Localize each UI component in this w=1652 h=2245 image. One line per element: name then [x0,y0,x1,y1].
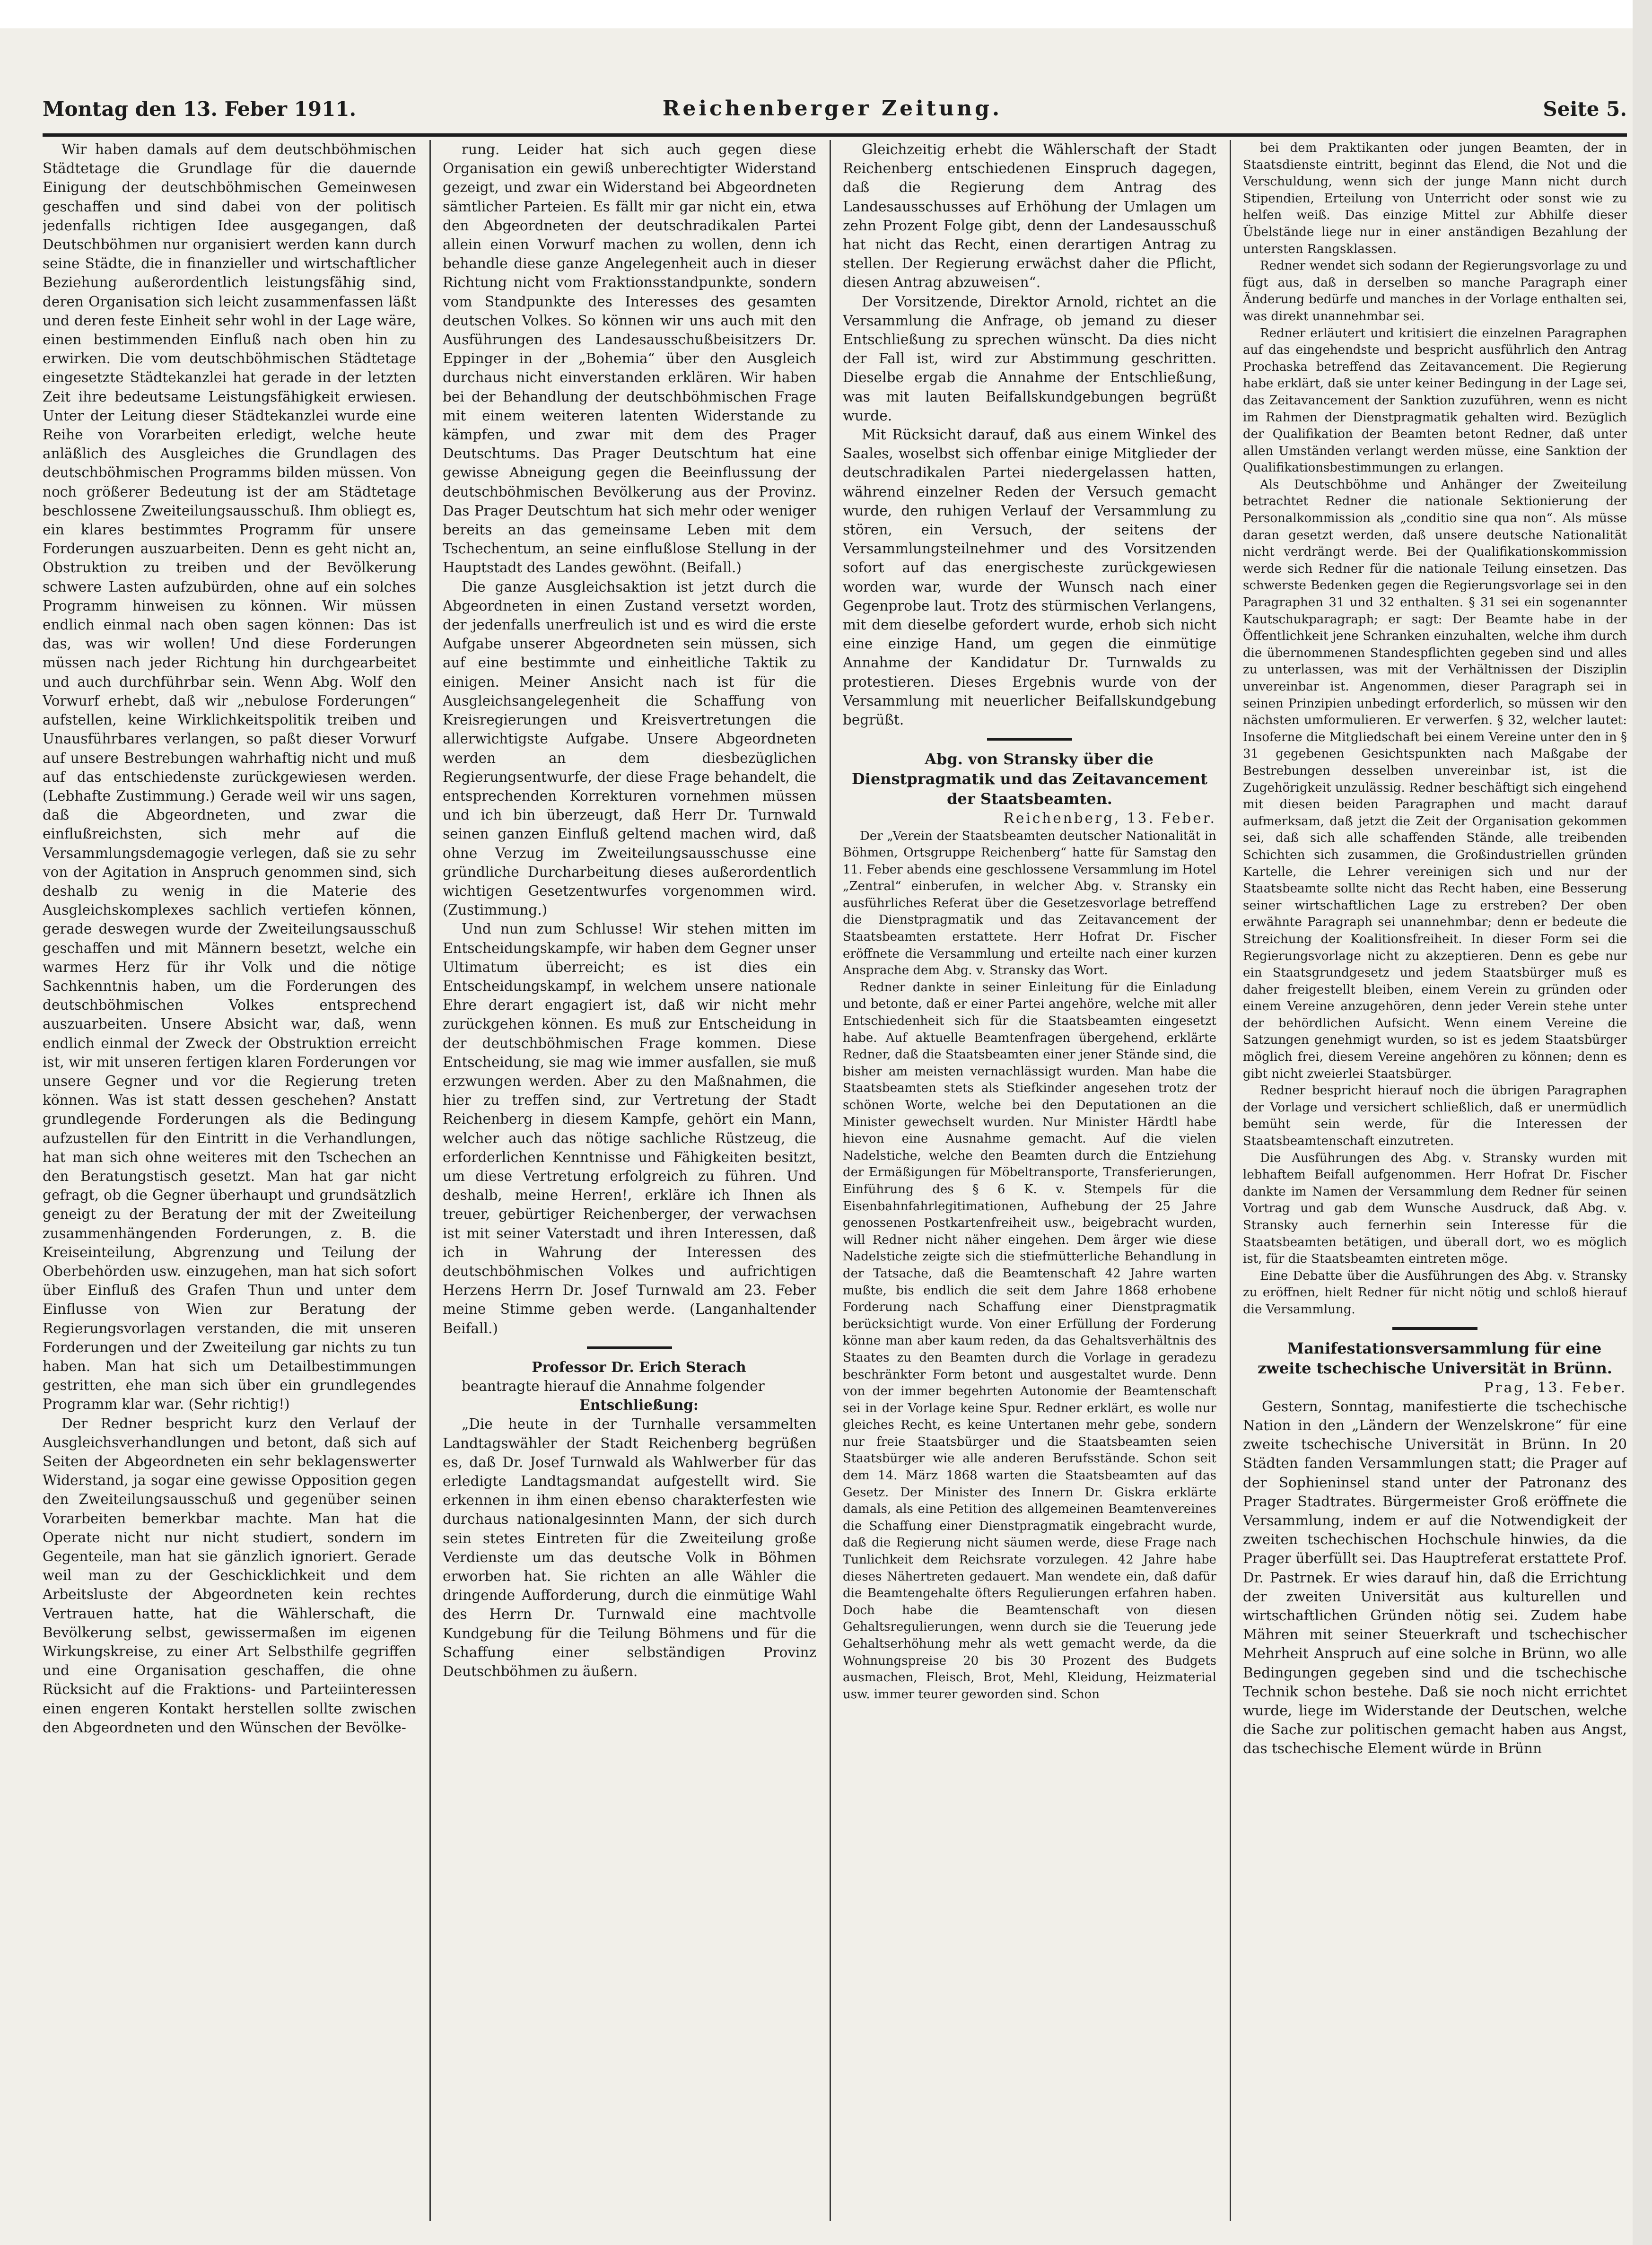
paragraph: Als Deutschböhme und Anhänger der Zweiteilung betrachtet Redner die nationale Sektionierung der Personalkommission als „conditio sine qua non“. Als müsse daran gesetzt werden, daß unsere deutsche Nationalität nicht verdrängt werde. Bei der Qualifikationskommission werde sich Redner für die nationale Teilung einsetzen. Das schwerste Bedenken gegen die Regierungsvorlage sei in den Paragraphen 31 und 32 enthalten. § 31 sei ein sogenannter Kautschukparagraph; er sagt: Der Beamte habe in der Öffentlichkeit jene Schranken einzuhalten, welche ihm durch die übernommenen Standespflichten gegeben sind und alles zu unterlassen, was mit der Verhältnissen der Disziplin unvereinbar ist. Angenommen, dieser Paragraph sei in seinen Prinzipien unbedingt erforderlich, so müssen wir den nächsten umformulieren. Er verwerfen. § 32, welcher lautet: Insoferne die Mitgliedschaft bei einem Vereine unter den in § 31 gegebenen Gesichtspunkten nach Maßgabe der Bestrebungen desselben unvereinbar ist, ist die Zugehörigkeit unzulässig. Redner beschäftigt sich eingehend mit diesen beiden Paragraphen und macht darauf aufmerksam, daß jetzt die Zeit der Organisation gekommen sei, daß sich alle schaffenden Stände, alle treibenden Schichten sich zusammen, die Großindustriellen gründen Kartelle, die Lehrer vereinigen sich und nur der Staatsbeamte sollte nicht das Recht haben, eine Besserung seiner wirtschaftlichen Lage zu erstreben? Der oben erwähnte Paragraph sei unannehmbar; denn er bedeute die Streichung der Koalitionsfreiheit. In dieser Form sei die Regierungsvorlage nicht zu akzeptieren. Denn es gebe nur ein Staatsgrundgesetz und jedem Staatsbürger muß es daher freigestellt bleiben, einem Verein zu gründen oder einem Vereine anzugehören, denn jeder Verein stehe unter der behördlichen Aufsicht. Wenn einem Vereine die Satzungen genehmigt wurden, so ist es jedem Staatsbürger möglich frei, diesem Vereine angehören zu können; denn es gibt nicht zweierlei Staatsbürger. [1243,477,1627,1081]
paragraph: Redner wendet sich sodann der Regierungsvorlage zu und fügt aus, daß in derselben so manche Paragraph einer Änderung bedürfe und manches in der Vorlage enthalten sei, was direkt unannehmbar sei. [1243,259,1627,323]
article-headline: Manifestationsversammlung für eine zweite tschechische Universität in Brünn. [1258,1339,1612,1377]
paragraph: Der Redner bespricht kurz den Verlauf der Ausgleichsverhandlungen und betont, daß sich auf Seiten der Abgeordneten ein sehr beklagenswerter Widerstand, ja sogar eine gewisse Opposition gegen den Zweiteilungsausschuß und gegenüber seinen Vorarbeiten bemerkbar machte. Man hat die Operate nicht nur nicht studiert, sondern im Gegenteile, man hat sie gänzlich ignoriert. Gerade weil man zu der Geschicklichkeit und dem Arbeitsluste der Abgeordneten kein rechtes Vertrauen hatte, hat die Wählerschaft, die Bevölkerung selbst, gewissermaßen im eigenen Wirkungskreise, zu einer Art Selbsthilfe gegriffen und eine Organisation geschaffen, die ohne Rücksicht auf die Fraktions- und Parteiinteressen einen engeren Kontakt herstellen sollte zwischen den Abgeordneten und den Wünschen der Bevölke- [43,1415,416,1736]
page-number: Seite 5. [1543,97,1627,121]
newspaper-title: Reichenberger Zeitung. [662,96,1003,121]
paragraph: Der „Verein der Staatsbeamten deutscher Nationalität in Böhmen, Ortsgruppe Reichenberg“ hatte für Samstag den 11. Feber abends eine geschlossene Versammlung im Hotel „Zentral“ einberufen, in welcher Abg. v. Stransky ein ausführliches Referat über die Gesetzesvorlage betreffend die Dienstpragmatik und das Zeitavancement der Staatsbeamten erstattete. Herr Hofrat Dr. Fischer eröffnete die Versammlung und erteilte nach einer kurzen Ansprache dem Abg. v. Stransky das Wort. [843,829,1216,978]
column-divider [830,140,831,2221]
article-body [843,828,1216,1703]
article-dateline: Reichenberg, 13. Feber. [1003,810,1216,827]
scan-margin-top [0,0,1652,28]
paragraph: Gestern, Sonntag, manifestierte die tschechische Nation in den „Ländern der Wenzelskrone“ für eine zweite tschechische Universität in Brünn. In 20 Städten fanden Versammlungen statt; die Prager auf der Sophieninsel stand unter der Patronanz des Prager Stadtrates. Bürgermeister Groß eröffnete die Versammlung, indem er auf die Notwendigkeit der zweiten tschechischen Hochschule hinwies, da die Prager überfüllt sei. Das Hauptreferat erstattete Prof. Dr. Pastrnek. Er wies darauf hin, daß die Errichtung der zweiten Universität aus kulturellen und wirtschaftlichen Gründen nötig sei. Zudem habe Mähren mit seiner Steuerkraft und tschechischer Mehrheit Anspruch auf eine solche in Brünn, wo alle Bedingungen gegeben sind und die tschechische Technik schon bestehe. Daß sie noch nicht errichtet wurde, liege im Widerstande der Deutschen, welche die Sache zur politischen gemacht haben aus Angst, das tschechische Element würde in Brünn [1243,1398,1627,1757]
section-rule [987,738,1072,741]
paragraph: Die ganze Ausgleichsaktion ist jetzt durch die Abgeordneten in einen Zustand versetzt worden, der jedenfalls unerfreulich ist und es wird die erste Aufgabe unserer Abgeordneten sein müssen, sich auf eine bestimmte und einheitliche Taktik zu einigen. Meiner Ansicht nach ist für die Ausgleichsangelegenheit die Schaffung von Kreisregierungen und Kreisvertretungen die allerwichtigste Aufgabe. Unsere Abgeordneten werden an dem diesbezüglichen Regierungsentwurfe, der diese Frage behandelt, die entsprechenden Korrekturen vornehmen müssen und ich bin überzeugt, daß Herr Dr. Turnwald seinen ganzen Einfluß geltend machen wird, daß ohne Verzug im Zweiteilungsausschusse eine gründliche Durcharbeitung dieses außerordentlich wichtigen Gesetzentwurfes vorgenommen wird. (Zustimmung.) [443,578,816,918]
paragraph: Redner dankte in seiner Einleitung für die Einladung und betonte, daß er einer Partei angehöre, welche mit aller Entschiedenheit sich für die Staatsbeamten eingesetzt habe. Auf aktuelle Beamtenfragen übergehend, erklärte Redner, daß die Staatsbeamten einer jener Stände sind, die bisher am meisten vernachlässigt wurden. Man habe die Staatsbeamten stets als Stiefkinder angesehen trotz der schönen Worte, welche bei den Deputationen an die Minister gewechselt wurden. Nur Minister Härdtl habe hievon eine Ausnahme gemacht. Auf die vielen Nadelstiche, welche den Beamten durch die Entziehung der Ermäßigungen für Möbeltransporte, Transferierungen, Einführung des § 6 K. v. Stempels für die Eisenbahnfahrlegitimationen, Aufhebung der 25 Jahre genossenen Postkartenfreiheit usw., beigebracht wurden, will Redner nicht näher eingehen. Dem ärger wie diese Nadelstiche zeigte sich die stiefmütterliche Behandlung in der Tatsache, daß die Beamtenschaft 42 Jahre warten mußte, bis endlich die seit dem Jahre 1868 erhobene Forderung nach Schaffung einer Dienstpragmatik berücksichtigt wurde. Von einer Erfüllung der Forderung könne man aber kaum reden, da das Gehaltsverhältnis des Staates zu den Beamten durch die Vorlage in geradezu beschränkter Form betont und ausgestaltet wurde. Denn von der immer begehrten Autonomie der Beamtenschaft sei in der Vorlage keine Spur. Redner erklärt, es wolle nur gleiches Recht, es keine Untertanen mehr gebe, sondern nur freie Staatsbürger und die Staatsbeamten seien Staatsbürger wie alle anderen Berufsstände. Schon seit dem 14. März 1868 warten die Staatsbeamten auf das Gesetz. Der Minister des Innern Dr. Giskra erklärte damals, als eine Petition des allgemeinen Beamtenvereines die Schaffung einer Dienstpragmatik eingebracht wurde, daß die Regierung nicht säumen werde, diese Frage nach Tunlichkeit dem Reichsrate vorzulegen. 42 Jahre habe dieses Nähertreten gedauert. Man wendete ein, daß dafür die Beamtengehalte öfters Regulierungen erfahren haben. Doch habe die Beamtenschaft von diesen Gehaltsregulierungen, wenn durch sie die Teuerung jede Gehaltserhöhung mehr als wett gemacht werde, da die Wohnungspreise 20 bis 30 Prozent des Budgets ausmachen, Fleisch, Brot, Mehl, Kleidung, Heizmaterial usw. immer teurer geworden sind. Schon [843,980,1216,1702]
paragraph: beantragte hierauf die Annahme folgender [462,1378,765,1394]
column-divider [429,140,431,2221]
paragraph: Redner erläutert und kritisiert die einzelnen Paragraphen auf das eingehendste und bespricht ausführlich den Antrag Prochaska betreffend das Zeitavancement. Die Regierung habe erklärt, daß sie unter keiner Bedingung in der Lage sei, das Zeitavancement der Sanktion zuzuführen, wenn es nicht im Rahmen der Dienstpragmatik gehalten wird. Bezüglich der Qualifikation der Beamten betont Redner, daß unter allen Umständen verlangt werden müsse, eine Sanktion der Qualifikationsbestimmungen zu erlangen. [1243,326,1627,475]
article-body [1243,140,1627,1319]
article-headline: Abg. von Stransky über die Dienstpragmatik und das Zeitavancement der Staatsbeamten. [852,750,1207,808]
speaker-heading: Professor Dr. Erich Sterach [532,1358,746,1375]
column-divider [1230,140,1231,2221]
paragraph: bei dem Praktikanten oder jungen Beamten, der in Staatsdienste eintritt, beginnt das Elend, die Not und die Verschuldung, wenn sich der junge Mann nicht durch Stipendien, Erteilung von Unterricht oder sonst wie zu helfen weiß. Das einzige Mittel zur Abhilfe dieser Übelstände liege nur in einer anständigen Bezahlung der untersten Rangsklassen. [1243,141,1627,256]
paragraph: Wir haben damals auf dem deutschböhmischen Städtetage die Grundlage für die dauernde Einigung der deutschböhmischen Gemeinwesen geschaffen und sind dabei von der politisch jedenfalls richtigen Idee ausgegangen, daß Deutschböhmen nur organisiert werden kann durch seine Städte, die in finanzieller und wirtschaftlicher Beziehung außerordentlich leistungsfähig sind, deren Organisation sich leicht zusammenfassen läßt und deren feste Einheit sehr wohl in der Lage wäre, einen bestimmenden Einfluß nach oben hin zu erwirken. Die vom deutschböhmischen Städtetage eingesetzte Städtekanzlei hat gerade in der letzten Zeit ihre bedeutsame Leistungsfähigkeit erwiesen. Unter der Leitung dieser Städtekanzlei wurde eine Reihe von Vorarbeiten erledigt, welche heute anläßlich des Ausgleiches die Grundlagen des deutschböhmischen Programms bilden müssen. Von noch größerer Bedeutung ist der am Städtetage beschlossene Zweiteilungsausschuß. Ihm obliegt es, ein klares bestimmtes Programm für unsere Forderungen auszuarbeiten. Denn es geht nicht an, Obstruktion zu treiben und der Bevölkerung schwere Lasten aufzubürden, ohne auf ein solches Programm hinweisen zu können. Wir müssen endlich einmal nach oben sagen können: Das ist das, was wir wollen! Und diese Forderungen müssen nach jeder Richtung hin durchgearbeitet und auch durchführbar sein. Wenn Abg. Wolf den Vorwurf erhebt, daß wir „nebulose Forderungen“ aufstellen, keine Wirklichkeitspolitik treiben und Unausführbares verlangen, so paßt dieser Vorwurf auf unsere Bestrebungen wahrhaftig nicht und muß auf das entschiedenste zurückgewiesen werden. (Lebhafte Zustimmung.) Gerade weil wir uns sagen, daß die Abgeordneten, und zwar die einflußreichsten, sich mehr auf die Versammlungsdemagogie verlegen, daß sie zu sehr von der Agitation in Anspruch genommen sind, sich deshalb zu wenig in die Materie des Ausgleichskomplexes sachlich vertiefen können, gerade deswegen wurde der Zweiteilungsausschuß geschaffen und mit Männern besetzt, welche ein warmes Herz für ihr Volk und die nötige Sachkenntnis haben, um die Forderungen des deutschböhmischen Volkes entsprechend auszuarbeiten. Unsere Absicht war, daß, wenn endlich einmal der Zweck der Obstruktion erreicht ist, wir mit unseren fertigen klaren Forderungen vor unsere Gegner und vor die Regierung treten können. Was ist statt dessen geschehen? Anstatt grundlegende Forderungen als die Bedingung aufzustellen für den Eintritt in die Verhandlungen, hat man sich ohne weiteres mit den Tschechen an den Beratungstisch gesetzt. Man hat gar nicht gefragt, ob die Gegner überhaupt und grundsätzlich geneigt zu der Beratung der mit der Zweiteilung zusammenhängenden Forderungen, z. B. die Kreiseinteilung, Abgrenzung und Teilung der Oberbehörden usw. einzugehen, man hat sich sofort über Einfluß des Grafen Thun und unter dem Einflusse von Wien zur Beratung der Regierungsvorlagen verstanden, die mit unseren Forderungen und der Zweiteilung gar nichts zu tun haben. Man hat sich um Detailbestimmungen gestritten, ehe man sich über ein grundlegendes Programm klar war. (Sehr richtig!) [43,141,416,1413]
paragraph: rung. Leider hat sich auch gegen diese Organisation ein gewiß unberechtigter Widerstand gezeigt, und zwar ein Widerstand bei Abgeordneten sämtlicher Parteien. Es fällt mir gar nicht ein, etwa den Abgeordneten der deutschradikalen Partei allein einen Vorwurf machen zu wollen, denn ich behandle diese ganze Angelegenheit auch in dieser Richtung nicht vom Fraktionsstandpunkte, sondern vom Standpunkte des Interesses des gesamten deutschen Volkes. So können wir uns auch mit den Ausführungen des Landesausschußbeisitzers Dr. Eppinger in der „Bohemia“ über den Ausgleich durchaus nicht einverstanden erklären. Wir haben bei der Behandlung der deutschböhmischen Frage mit einem weiteren latenten Widerstande zu kämpfen, und zwar mit dem des Prager Deutschtums. Das Prager Deutschtum hat eine gewisse Abneigung gegen die Beeinflussung der deutschböhmischen Bevölkerung aus der Provinz. Das Prager Deutschtum hat sich mehr oder weniger bereits an das gemeinsame Leben mit dem Tschechentum, an seine einflußlose Stellung in der Hauptstadt des Landes gewöhnt. (Beifall.) [443,141,816,576]
column-4 [1243,140,1627,2221]
paragraph: Mit Rücksicht darauf, daß aus einem Winkel des Saales, woselbst sich offenbar einige Mitglieder der deutschradikalen Partei niedergelassen hatten, während einzelner Reden der Versuch gemacht wurde, den ruhigen Verlauf der Versammlung zu stören, ein Versuch, der seitens der Versammlungsteilnehmer und des Vorsitzenden sofort auf das energischeste zurückgewiesen worden war, wurde der Wunsch nach einer Gegenprobe laut. Trotz des stürmischen Verlangens, mit dem dieselbe gefordert wurde, erhob sich nicht eine einzige Hand, um gegen die einmütige Annahme der Kandidatur Dr. Turnwalds zu protestieren. Dieses Ergebnis wurde von der Versammlung mit neuerlicher Beifallskundgebung begrüßt. [843,427,1216,728]
scan-margin-right [1633,0,1652,2245]
paragraph: Gleichzeitig erhebt die Wählerschaft der Stadt Reichenberg entschiedenen Einspruch dagegen, daß die Regierung dem Antrag des Landesausschusses auf Erhöhung der Umlagen um zehn Prozent Folge gibt, denn der Landesausschuß hat nicht das Recht, einen derartigen Antrag zu stellen. Der Regierung erwächst daher die Pflicht, diesen Antrag abzuweisen“. [843,141,1216,291]
column-3 [843,140,1216,2221]
page-header [43,95,1627,137]
issue-date: Montag den 13. Feber 1911. [43,97,357,121]
paragraph: Und nun zum Schlusse! Wir stehen mitten im Entscheidungskampfe, wir haben dem Gegner unser Ultimatum überreicht; es ist dies ein Entscheidungskampf, in welchem unsere nationale Ehre derart engagiert ist, daß wir nicht mehr zurückgehen können. Es muß zur Entscheidung in der deutschböhmischen Frage kommen. Diese Entscheidung, sie mag wie immer ausfallen, sie muß erzwungen werden. Aber zu den Maßnahmen, die hier zu treffen sind, zur Vertretung der Stadt Reichenberg in diesem Kampfe, gehört ein Mann, welcher auch das nötige sachliche Rüstzeug, die erforderlichen Kenntnisse und Fähigkeiten besitzt, um diese Vertretung erfolgreich zu führen. Und deshalb, meine Herren!, erkläre ich Ihnen als treuer, gebürtiger Reichenberger, der verwachsen ist mit seiner Vaterstadt und ihren Interessen, daß ich in Wahrung der Interessen des deutschböhmischen Volkes und aufrichtigen Herzens Herrn Dr. Josef Turnwald am 23. Feber meine Stimme geben werde. (Langanhaltender Beifall.) [443,921,816,1337]
column-1 [43,140,416,2221]
article-dateline: Prag, 13. Feber. [1484,1379,1627,1396]
paragraph: Die Ausführungen des Abg. v. Stransky wurden mit lebhaftem Beifall aufgenommen. Herr Hofrat Dr. Fischer dankte im Namen der Versammlung dem Redner für seinen Vortrag und gab dem Wunsche Ausdruck, daß Abg. v. Stransky auch fernerhin sein Interesse für die Staatsbeamten betätigen, und überall dort, wo es möglich ist, für die Staatsbeamten eintreten möge. [1243,1151,1627,1267]
paragraph: Redner bespricht hierauf noch die übrigen Paragraphen der Vorlage und versichert schließlich, daß er unermüdlich bemüht sein werde, für die Interessen der Staatsbeamtenschaft einzutreten. [1243,1083,1627,1149]
paragraph: Eine Debatte über die Ausführungen des Abg. v. Stransky zu eröffnen, hielt Redner für nicht nötig und schloß hierauf die Versammlung. [1243,1268,1627,1317]
paragraph: „Die heute in der Turnhalle versammelten Landtagswähler der Stadt Reichenberg begrüßen es, daß Dr. Josef Turnwald als Wahlwerber für das erledigte Landtagsmandat aufgestellt wird. Sie erkennen in ihm einen ebenso charakterfesten wie durchaus nationalgesinnten Mann, der sich durch sein stetes Eintreten für die Zweiteilung große Verdienste um das deutsche Volk in Böhmen erworben hat. Sie richten an alle Wähler die dringende Aufforderung, durch die einmütige Wahl des Herrn Dr. Turnwald eine machtvolle Kundgebung für die Teilung Böhmens und für die Schaffung einer selbständigen Provinz Deutschböhmen zu äußern. [443,1416,816,1680]
resolution-heading: Entschließung: [579,1397,699,1414]
paragraph: Der Vorsitzende, Direktor Arnold, richtet an die Versammlung die Anfrage, ob jemand zu dieser Entschließung zu sprechen wünscht. Da dies nicht der Fall ist, wird zur Abstimmung geschritten. Dieselbe ergab die Annahme der Entschließung, was mit lauten Beifallskundgebungen begrüßt wurde. [843,293,1216,424]
column-2 [443,140,816,2221]
section-rule [587,1346,672,1349]
section-rule [1392,1327,1477,1330]
newspaper-page [43,95,1627,2232]
